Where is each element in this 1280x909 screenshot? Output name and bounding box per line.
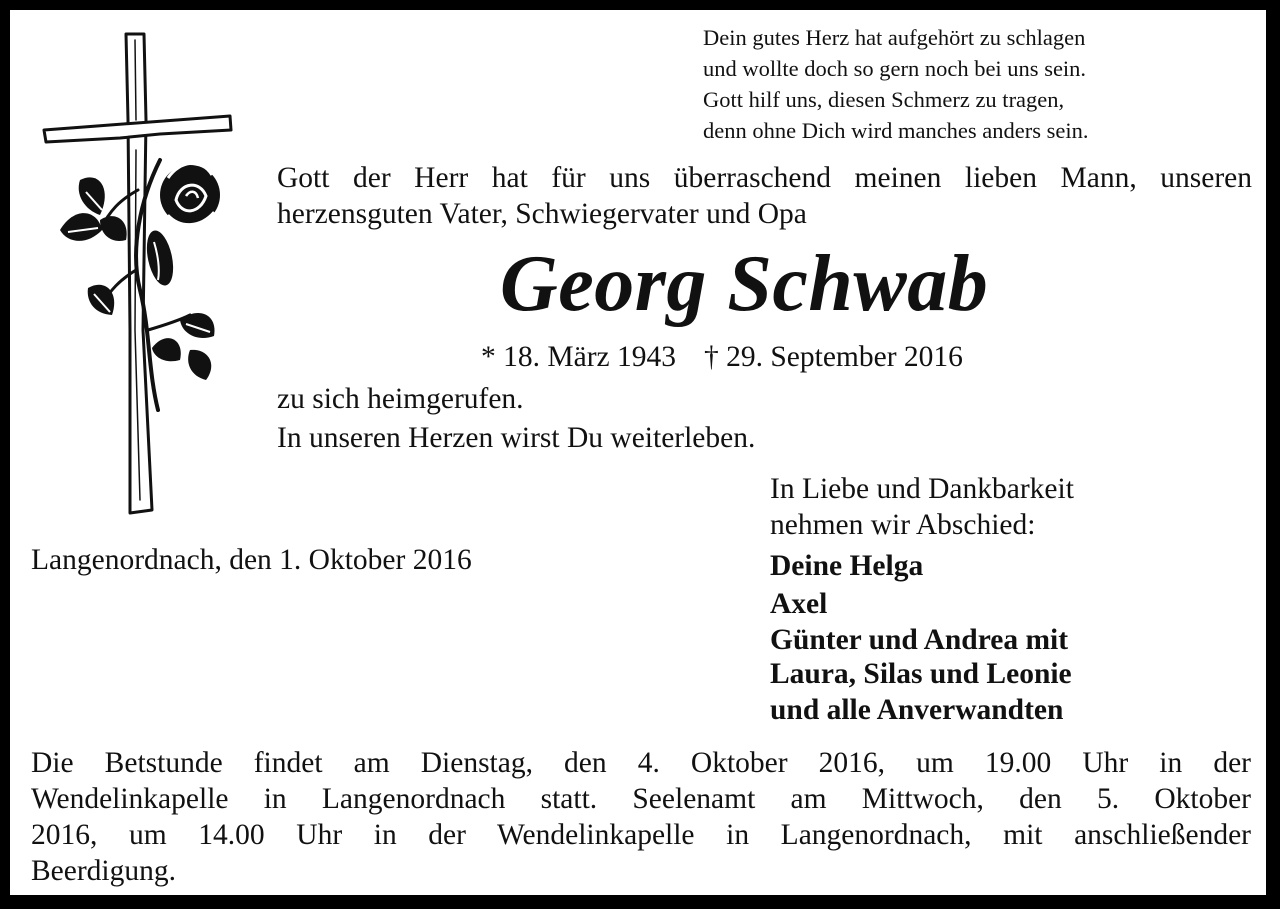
- mourner-name: Axel: [770, 588, 828, 620]
- poem: [703, 22, 1243, 146]
- mourner-name: Günter und Andrea mit: [770, 624, 1069, 656]
- death-date: † 29. September 2016: [704, 341, 963, 373]
- deceased-name: Georg Schwab: [500, 240, 989, 328]
- after-line: zu sich heimgerufen.: [277, 383, 524, 415]
- service-line: Die Betstunde findet am Dienstag, den 4. Oktober 2016, um 19.00 Uhr in der: [31, 747, 1251, 779]
- service-info: [31, 745, 1251, 889]
- place-date: Langenordnach, den 1. Oktober 2016: [31, 544, 472, 576]
- intro-line: Gott der Herr hat für uns überraschend meinen lieben Mann, unseren: [277, 162, 1252, 194]
- service-line: 2016, um 14.00 Uhr in der Wendelinkapelle in Langenordnach, mit anschließender: [31, 819, 1251, 851]
- life-dates: [481, 338, 963, 376]
- family-block: [770, 471, 1074, 729]
- mourners-list: [770, 547, 1074, 729]
- farewell-line: In Liebe und Dankbarkeit: [770, 473, 1074, 505]
- poem-line: und wollte doch so gern noch bei uns sein.: [703, 56, 1087, 81]
- after-line: In unseren Herzen wirst Du weiterleben.: [277, 422, 756, 454]
- mourner-name: und alle Anverwandten: [770, 694, 1064, 726]
- farewell-line: nehmen wir Abschied:: [770, 509, 1036, 541]
- after-text: [277, 380, 755, 458]
- poem-line: denn ohne Dich wird manches anders sein.: [703, 118, 1089, 143]
- service-line: Beerdigung.: [31, 855, 177, 887]
- service-line: Wendelinkapelle in Langenordnach statt. Seelenamt am Mittwoch, den 5. Oktober: [31, 783, 1251, 815]
- poem-line: Gott hilf uns, diesen Schmerz zu tragen,: [703, 87, 1065, 112]
- intro-text: [277, 160, 1252, 232]
- poem-line: Dein gutes Herz hat aufgehört zu schlagen: [703, 25, 1086, 50]
- birth-date: * 18. März 1943: [481, 341, 676, 373]
- mourner-name: Deine Helga: [770, 550, 924, 582]
- intro-line: herzensguten Vater, Schwiegervater und Opa: [277, 198, 807, 230]
- mourner-name: Laura, Silas und Leonie: [770, 658, 1072, 690]
- cross-with-roses-icon: [40, 30, 240, 520]
